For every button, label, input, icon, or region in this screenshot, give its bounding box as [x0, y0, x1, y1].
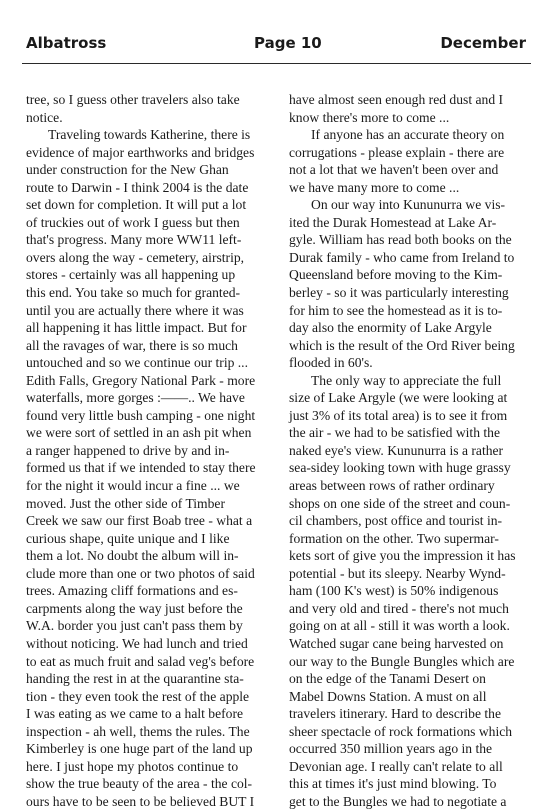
text-line: day also the enormity of Lake Argyle — [289, 320, 492, 336]
paragraph — [26, 126, 262, 810]
paragraph — [289, 126, 525, 196]
text-line: On our way into Kununurra we vis- — [311, 197, 506, 213]
page-number: Page 10 — [254, 34, 322, 52]
text-line: Edith Falls, Gregory National Park - more — [26, 372, 256, 388]
text-line: stores - certainly was all happening up — [26, 267, 236, 283]
text-line: W.A. border you just can't pass them by — [26, 618, 243, 634]
text-line: we were sort of settled in an ash pit when — [26, 425, 252, 441]
paragraph — [289, 91, 525, 126]
text-line: corrugations - please explain - there are — [289, 144, 505, 160]
text-line: trees. Amazing cliff formations and es- — [26, 583, 238, 599]
text-line: that's progress. Many more WW11 left- — [26, 232, 242, 248]
text-line: until you are actually there where it was — [26, 302, 244, 318]
text-line: under construction for the New Ghan — [26, 162, 229, 178]
text-line: sheer spectacle of rock formations which — [289, 723, 513, 739]
text-line: occurred 350 million years ago in the — [289, 741, 493, 757]
text-line: set down for completion. It will put a lot — [26, 197, 247, 213]
text-line: Watched sugar cane being harvested on — [289, 635, 504, 651]
text-line: them a lot. No doubt the album will in- — [26, 548, 239, 564]
text-line: and very old and tired - there's not much — [289, 600, 509, 616]
text-line: Traveling towards Katherine, there is — [48, 127, 251, 143]
text-line: shops on one side of the street and coun- — [289, 495, 511, 511]
text-line: route to Darwin - I think 2004 is the date — [26, 179, 249, 195]
text-line: here. I just hope my photos continue to — [26, 758, 239, 774]
text-line: berley - so it was particularly interesting — [289, 285, 509, 301]
text-line: Creek we saw our first Boab tree - what a — [26, 513, 253, 529]
text-line: Queensland before moving to the Kim- — [289, 267, 503, 283]
text-line: potential - but its sleepy. Nearby Wynd- — [289, 565, 506, 581]
text-line: found very little bush camping - one night — [26, 407, 256, 423]
text-line: going on at all - still it was worth a look. — [289, 618, 510, 634]
text-line: formed us that if we intended to stay there — [26, 460, 256, 476]
text-line: show the true beauty of the area - the col- — [26, 776, 253, 792]
text-line: size of Lake Argyle (we were looking at — [289, 390, 508, 406]
text-line: the air - we had to be satisfied with the — [289, 425, 501, 441]
text-line: curious shape, quite unique and I like — [26, 530, 230, 546]
text-line: handing the rest in at the quarantine sta- — [26, 671, 244, 687]
text-line: ours have to be seen to be believed BUT I — [26, 793, 255, 809]
text-line: gyle. William has read both books on the — [289, 232, 512, 248]
text-line: this end. You take so much for granted- — [26, 285, 241, 301]
text-line: we have many more to come ... — [289, 179, 460, 195]
header-rule — [22, 63, 531, 64]
text-line: The only way to appreciate the full — [311, 372, 502, 388]
text-line: get to the Bungles we had to negotiate a — [289, 793, 507, 809]
text-line: evidence of major earthworks and bridges — [26, 144, 255, 160]
text-line: Devonian age. I really can't relate to all — [289, 758, 503, 774]
text-line: kets sort of give you the impression it has — [289, 548, 516, 564]
text-line: sea-sidey looking town with huge grassy — [289, 460, 511, 476]
text-line: this at times it's just mind blowing. To — [289, 776, 497, 792]
text-line: know there's more to come ... — [289, 109, 450, 125]
text-line: Kimberley is one huge part of the land up — [26, 741, 253, 757]
text-line: all the ravages of war, there is so much — [26, 337, 238, 353]
text-line: I was eating as we came to a halt before — [26, 706, 244, 722]
text-line: If anyone has an accurate theory on — [311, 127, 505, 143]
text-line: our way to the Bungle Bungles which are — [289, 653, 515, 669]
text-line: untouched and so we continue our trip ... — [26, 355, 248, 371]
text-line: inspection - ah well, thems the rules. The — [26, 723, 250, 739]
text-line: cil chambers, post office and tourist in- — [289, 513, 503, 529]
right-column — [289, 91, 525, 810]
text-line: travelers itinerary. Hard to describe the — [289, 706, 501, 722]
text-line: moved. Just the other side of Timber — [26, 495, 225, 511]
paragraph — [289, 372, 525, 810]
text-line: without noticing. We had lunch and tried — [26, 635, 248, 651]
text-line: ham (100 K's west) is 50% indigenous — [289, 583, 499, 599]
paragraph — [26, 91, 262, 126]
text-line: formation on the other. Two supermar- — [289, 530, 499, 546]
text-line: all happening it has little impact. But for — [26, 320, 247, 336]
text-line: overs along the way - cemetery, airstrip, — [26, 249, 245, 265]
page-header — [26, 34, 526, 58]
left-column — [26, 91, 262, 810]
text-line: naked eye's view. Kununurra is a rather — [289, 442, 504, 458]
text-line: of truckies out of work I guess but then — [26, 214, 240, 230]
text-line: tion - they even took the rest of the apple — [26, 688, 250, 704]
text-line: on the edge of the Tanami Desert on — [289, 671, 486, 687]
text-line: Durak family - who came from Ireland to — [289, 249, 515, 265]
text-line: waterfalls, more gorges :——.. We have — [26, 390, 245, 406]
text-line: not a lot that we haven't been over and — [289, 162, 499, 178]
text-line: areas between rows of rather ordinary — [289, 478, 495, 494]
text-line: Mabel Downs Station. A must on all — [289, 688, 487, 704]
text-line: a ranger happened to drive by and in- — [26, 442, 230, 458]
text-line: ited the Durak Homestead at Lake Ar- — [289, 214, 497, 230]
text-line: just 3% of its total area) is to see it from — [289, 407, 508, 423]
text-line: to eat as much fruit and salad veg's before — [26, 653, 255, 669]
text-line: for the night it would incur a fine ... we — [26, 478, 240, 494]
text-line: tree, so I guess other travelers also take — [26, 92, 240, 107]
paragraph — [289, 196, 525, 371]
issue-month: December — [440, 34, 526, 52]
text-line: carpments along the way just before the — [26, 600, 243, 616]
newsletter-title: Albatross — [26, 34, 107, 52]
text-line: for him to see the homestead as it is to- — [289, 302, 503, 318]
text-line: flooded in 60's. — [289, 355, 373, 371]
text-line: have almost seen enough red dust and I — [289, 92, 504, 107]
text-line: which is the result of the Ord River being — [289, 337, 515, 353]
text-line: notice. — [26, 109, 63, 125]
text-line: clude more than one or two photos of said — [26, 565, 255, 581]
